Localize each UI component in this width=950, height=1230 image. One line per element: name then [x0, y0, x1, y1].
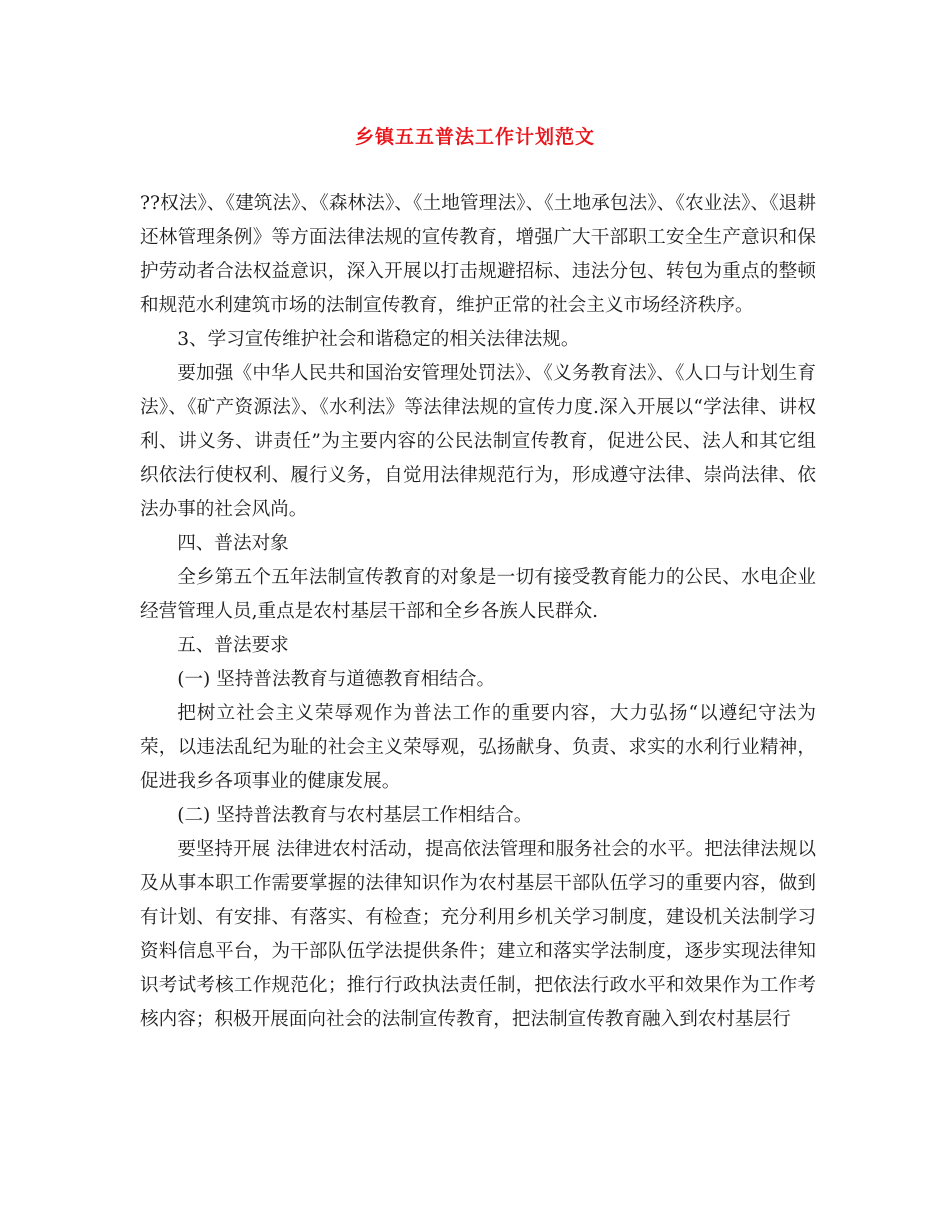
section-heading-4: 四、普法对象	[177, 533, 289, 554]
subsection-heading-2: (二) 坚持普法教育与农村基层工作相结合。	[177, 805, 533, 826]
section-heading-3: 3、学习宣传维护社会和谐稳定的相关法律法规。	[177, 329, 580, 350]
subsection-heading-1: (一) 坚持普法教育与道德教育相结合。	[177, 669, 496, 690]
section-heading-5: 五、普法要求	[177, 635, 289, 656]
page-title: 乡镇五五普法工作计划范文	[354, 126, 595, 148]
paragraph: 把树立社会主义荣辱观作为普法工作的重要内容，大力弘扬“以遵纪守法为荣，以违法乱纪为耻的社会主义荣辱观，弘扬献身、负责、求实的水利行业精神，促进我乡各项事业的健康发展。	[140, 703, 816, 792]
document-body	[140, 187, 816, 1037]
paragraph-continuation: ??权法》、《建筑法》、《森林法》、《土地管理法》、《土地承包法》、《农业法》、《退耕还林管理条例》等方面法律法规的宣传教育，增强广大干部职工安全生产意识和保护劳动者合法权益意识，深入开展以打击规避招标、违法分包、转包为重点的整顿和规范水利建筑市场的法制宣传教育，维护正常的社会主义市场经济秩序。	[140, 193, 816, 316]
paragraph: 全乡第五个五年法制宣传教育的对象是一切有接受教育能力的公民、水电企业经营管理人员,重点是农村基层干部和全乡各族人民群众.	[140, 567, 816, 622]
paragraph: 要加强《中华人民共和国治安管理处罚法》、《义务教育法》、《人口与计划生育法》、《矿产资源法》、《水利法》等法律法规的宣传力度.深入开展以“学法律、讲权利、讲义务、讲责任”为主要内容的公民法制宣传教育，促进公民、法人和其它组织依法行使权利、履行义务，自觉用法律规范行为，形成遵守法律、崇尚法律、依法办事的社会风尚。	[140, 363, 816, 520]
paragraph: 要坚持开展 法律进农村活动，提高依法管理和服务社会的水平。把法律法规以及从事本职工作需要掌握的法律知识作为农村基层干部队伍学习的重要内容，做到有计划、有安排、有落实、有检查；充分利用乡机关学习制度，建设机关法制学习资料信息平台，为干部队伍学法提供条件；建立和落实学法制度，逐步实现法律知识考试考核工作规范化；推行行政执法责任制，把依法行政水平和效果作为工作考核内容；积极开展面向社会的法制宣传教育，把法制宣传教育融入到农村基层行	[140, 839, 816, 1030]
